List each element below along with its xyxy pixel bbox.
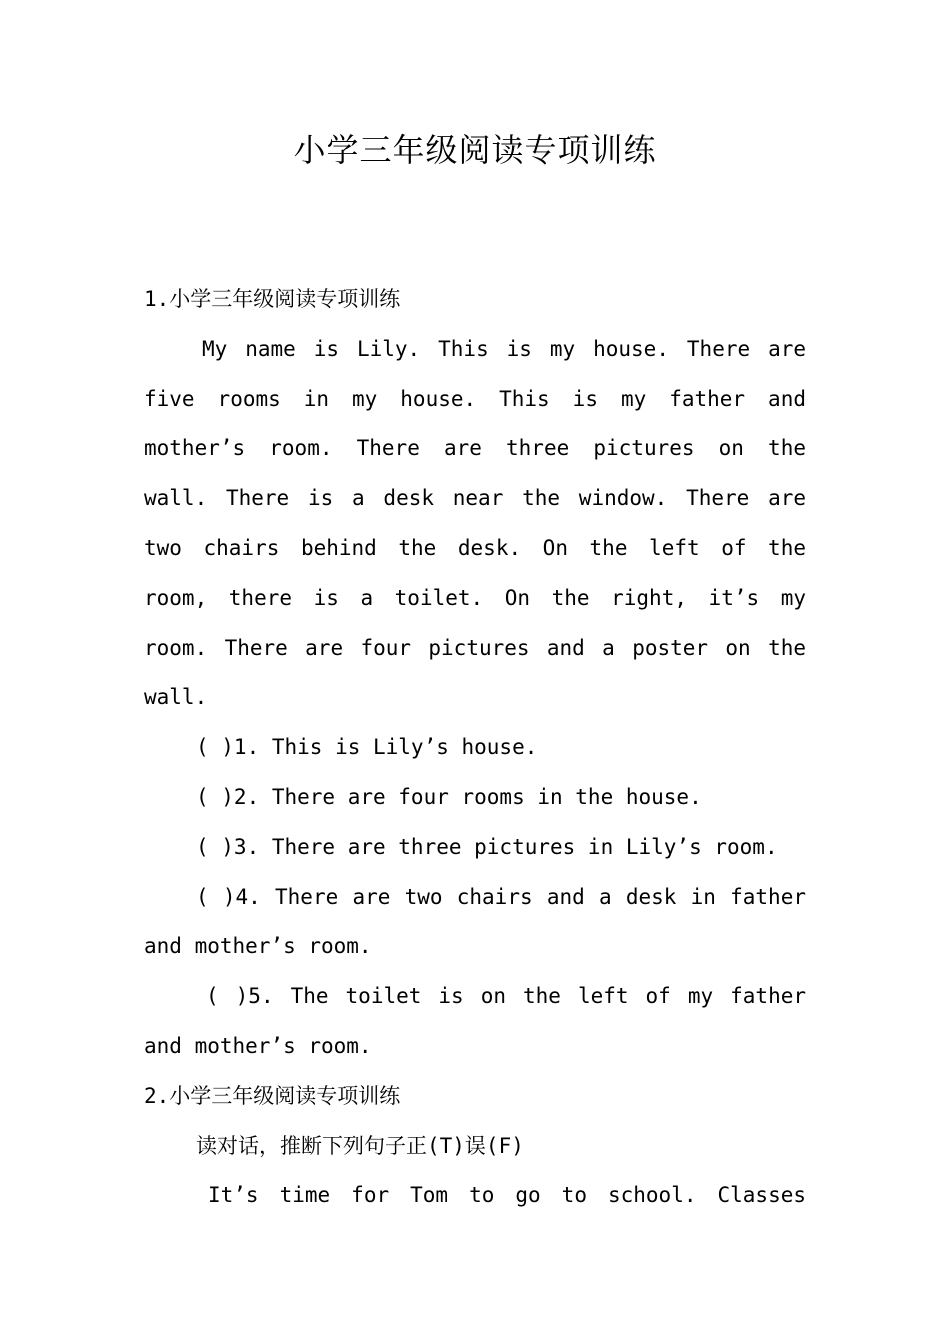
section-1-heading: 1.小学三年级阅读专项训练 [144,287,401,311]
question-4: ( )4. There are two chairs and a desk in father [196,884,806,909]
question-1: ( )1. This is Lily’s house. [196,735,538,760]
document-body [144,275,806,1221]
section-2-heading: 2.小学三年级阅读专项训练 [144,1083,401,1108]
passage-line: wall. There is a desk near the window. There are [144,486,806,511]
question-2: ( )2. There are four rooms in the house. [196,784,702,809]
passage-line: wall. [144,685,208,710]
question-4-continuation: and mother’s room. [144,934,372,959]
section-2-instruction: 读对话，推断下列句子正(T)误(F) [196,1133,524,1158]
passage-line: It’s time for Tom to go to school. Classes [208,1183,806,1208]
passage-line: My name is Lily. This is my house. There are [202,336,806,361]
question-5-continuation: and mother’s room. [144,1033,372,1058]
passage-line: room. There are four pictures and a poster on the [144,635,806,660]
passage-line: two chairs behind the desk. On the left of the [144,535,806,560]
passage-line: room, there is a toilet. On the right, it’s my [144,585,806,610]
question-3: ( )3. There are three pictures in Lily’s room. [196,834,778,859]
question-5: ( )5. The toilet is on the left of my father [206,984,806,1009]
document-title: 小学三年级阅读专项训练 [293,131,657,169]
passage-line: five rooms in my house. This is my father and [144,386,806,411]
passage-line: mother’s room. There are three pictures on the [144,436,806,461]
